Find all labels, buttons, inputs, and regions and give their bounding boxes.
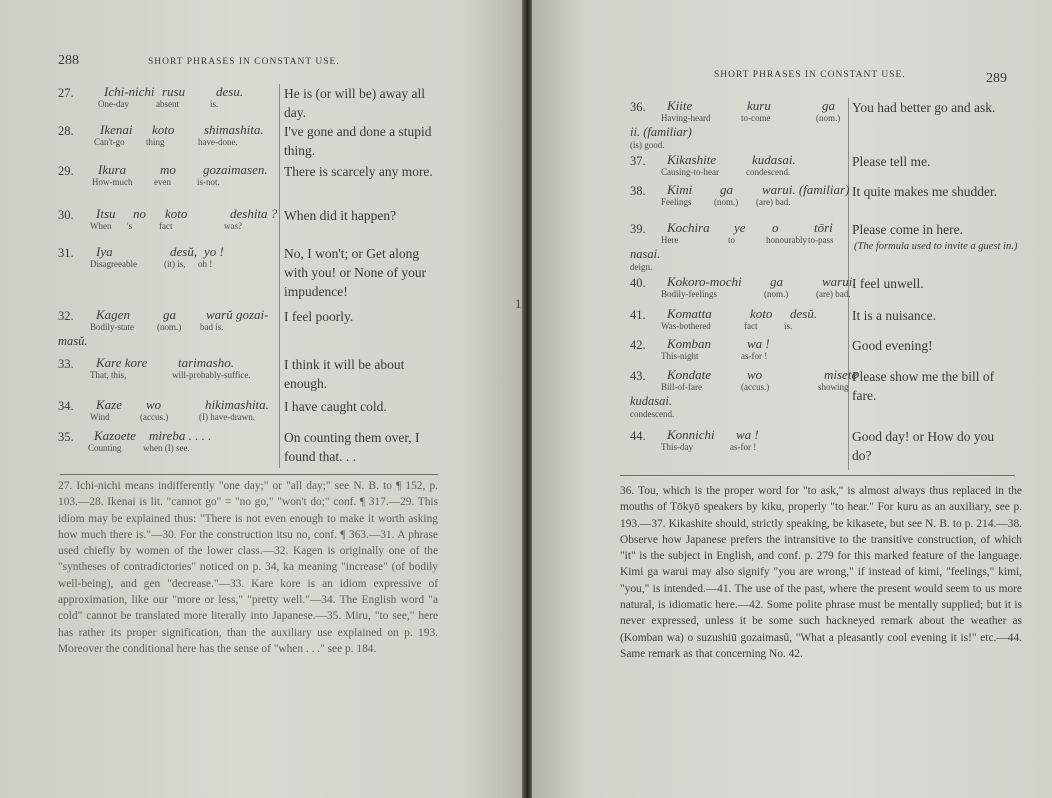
word-gloss: Having-heard (661, 113, 711, 123)
word-gloss: When (90, 221, 112, 231)
entry-number: 41. (630, 308, 646, 322)
word-gloss: Counting (88, 443, 122, 453)
word-gloss: This-day (661, 442, 693, 452)
english-translation: There is scarcely any more. (284, 164, 433, 179)
word-gloss: (accus.) (741, 382, 770, 392)
japanese-word: warui. (familiar) (762, 182, 850, 197)
word-gloss: (are) bad. (816, 289, 851, 299)
phrase-entry (0, 122, 432, 158)
japanese-word: Kazoete (94, 428, 136, 443)
word-gloss: was? (224, 221, 242, 231)
gutter-mark: 1 (515, 296, 522, 311)
japanese-word: Kondate (667, 367, 712, 382)
japanese-word: kuru (747, 98, 771, 113)
english-translation: Please come in here. (852, 222, 963, 237)
footnote-rule (620, 475, 1015, 476)
word-gloss: absent (156, 99, 179, 109)
japanese-word: kudasai. (752, 152, 796, 167)
japanese-word: desu. (216, 84, 244, 99)
word-gloss: honourably (766, 235, 807, 245)
japanese-word: Kiite (667, 98, 693, 113)
word-gloss: to (728, 235, 736, 245)
phrase-entry (0, 244, 427, 299)
translation-note: (The formula used to invite a guest in.) (854, 241, 1018, 252)
japanese-word: no (133, 206, 146, 221)
japanese-word: shimashita. (204, 122, 264, 137)
gloss-continuation: condescend. (630, 409, 675, 419)
japanese-word: ga (770, 274, 783, 289)
left-page (0, 0, 524, 798)
japanese-word: deshita ? (230, 206, 278, 221)
japanese-word: wa ! (736, 427, 759, 442)
english-translation: I have caught cold. (284, 399, 387, 414)
japanese-word: ye (734, 220, 746, 235)
word-gloss: to-come (741, 113, 771, 123)
japanese-word: mo (160, 162, 176, 177)
phrase-entry (532, 274, 924, 299)
word-gloss: will-probably-suffice. (172, 370, 251, 380)
japanese-word: tarimasho. (178, 355, 234, 370)
word-gloss: Feelings (661, 197, 692, 207)
word-gloss: (nom.) (816, 113, 841, 123)
english-translation: It is a nuisance. (852, 308, 936, 323)
phrase-entry (532, 220, 1018, 272)
japanese-word: koto (165, 206, 188, 221)
japanese-word: ga (822, 98, 835, 113)
japanese-word: ga (720, 182, 733, 197)
japanese-word: Kagen (96, 307, 130, 322)
japanese-word: Itsu (96, 206, 116, 221)
word-gloss: have-done. (198, 137, 238, 147)
word-gloss: Disagreeable (90, 259, 137, 269)
japanese-word: rusu (162, 84, 186, 99)
phrase-entry (0, 307, 354, 348)
word-gloss: One-day (98, 99, 129, 109)
entry-number: 31. (58, 246, 74, 260)
japanese-continuation: nasai. (630, 247, 661, 261)
japanese-word: mireba . . . . (149, 428, 212, 443)
japanese-continuation: masŭ. (58, 334, 88, 348)
japanese-word: tōri (814, 220, 833, 235)
english-translation: Please tell me. (852, 154, 931, 169)
english-translation: Good evening! (852, 338, 933, 353)
english-translation: I've gone and done a stupid thing. (284, 124, 432, 158)
entry-number: 38. (630, 184, 646, 198)
english-translation: Good day! or How do you do? (852, 429, 995, 463)
word-gloss: bad is. (200, 322, 224, 332)
word-gloss: 's (127, 221, 133, 231)
japanese-word: Kimi (667, 182, 693, 197)
entry-number: 27. (58, 86, 74, 100)
japanese-word: misete (824, 367, 858, 382)
footnote: 27. Ichi-nichi means indifferently "one day;" or "all day;" see N. B. to ¶ 152, p. 103.—28. Ikenai is lit. "cannot go" = "no go," "won't do;" conf. ¶ 317.—29. This idiom may be explained thus: "There is not even enough to make it worth asking how much there is."—30. For the construction itsu no, conf. ¶ 363.—31. A phrase used chiefly by women of the lower class.—32. Kagen is originally one of the "syntheses of contradictories" noticed on p. 34, ka meaning "increase" (of bodily well-being), and gen "decrease."—33. Kare kore is an idiom expressive of approximation, like our "more or less," "pretty well."—34. The English word "a cold" cannot be translated more literally into Japanese.—35. Miru, "to see," here has rather its proper signification, than the auxiliary use explained on p. 193. Moreover the conditional here has the sense of "when . . ." see p. 184. (58, 480, 438, 655)
japanese-word: warui. (822, 274, 856, 289)
entry-number: 29. (58, 164, 74, 178)
japanese-continuation: ii. (familiar) (630, 125, 692, 139)
column-divider (279, 84, 280, 468)
gloss-continuation: (is) good. (630, 140, 665, 150)
japanese-word: hikimashita. (205, 397, 269, 412)
word-gloss: (nom.) (714, 197, 739, 207)
phrase-entry (532, 427, 995, 463)
japanese-word: Ichi-nichi (104, 84, 155, 99)
word-gloss: Bodily-feelings (661, 289, 717, 299)
entry-number: 30. (58, 208, 74, 222)
entry-number: 40. (630, 276, 646, 290)
japanese-word: koto (152, 122, 175, 137)
word-gloss: (it) is, (164, 259, 186, 269)
word-gloss: is. (210, 99, 219, 109)
word-gloss: oh ! (198, 259, 213, 269)
phrase-entry (0, 428, 420, 464)
japanese-word: Kochira (667, 220, 710, 235)
entry-number: 34. (58, 399, 74, 413)
japanese-word: ga (163, 307, 176, 322)
entry-number: 28. (58, 124, 74, 138)
word-gloss: Can't-go (94, 137, 125, 147)
entry-number: 37. (630, 154, 646, 168)
word-gloss: as-for ! (741, 351, 768, 361)
phrase-entry (0, 355, 405, 391)
word-gloss: Causing-to-hear (661, 167, 719, 177)
english-translation: You had better go and ask. (852, 100, 996, 115)
japanese-word: Komban (667, 336, 712, 351)
english-translation: It quite makes me shudder. (852, 184, 998, 199)
word-gloss: Was-bothered (661, 321, 711, 331)
word-gloss: Bill-of-fare (661, 382, 702, 392)
footnote: 36. Tou, which is the proper word for "to ask," is almost always thus replaced in the mouths of Tōkyō speakers by kiku, properly "to hear." For kuru as an auxiliary, see p. 193.—37. Kikashite should, strictly speaking, be kikasete, but see N. B. to p. 214.—38. Observe how Japanese prefers the intransitive to the transitive construction, of which "it" is the subject in English, and conf. p. 279 for this marked feature of the language. Kimi ga warui may also signify "you are wrong," if instead of kimi, "feelings," kimi, "you," is intended.—41. The use of the past, where the present would seem to us more natural, is idiomatic here.—42. Some polite phrase must be mentally supplied; but it is never expressed, unless it be some such hackneyed remark about the weather as (Komban wa) o suzushiū gozaimasŭ, "What a pleasantly cool evening it is!" etc.—44. Same remark as that concerning No. 42. (620, 485, 1022, 660)
english-translation: Please show me the bill of fare. (852, 369, 995, 403)
japanese-word: Iya (96, 244, 113, 259)
english-translation: When did it happen? (284, 208, 397, 223)
phrase-entry (532, 306, 936, 331)
phrase-entry (532, 336, 933, 361)
phrase-entry (532, 367, 995, 419)
word-gloss: (nom.) (157, 322, 182, 332)
word-gloss: is-not. (197, 177, 220, 187)
word-gloss: condescend. (746, 167, 791, 177)
japanese-word: Kokoro-mochi (667, 274, 742, 289)
japanese-word: desŭ. (790, 306, 818, 321)
phrase-entry (0, 397, 387, 422)
word-gloss: thing (146, 137, 165, 147)
phrase-entry (0, 84, 425, 120)
word-gloss: fact (744, 321, 758, 331)
right-page (532, 0, 1052, 798)
entry-number: 36. (630, 100, 646, 114)
word-gloss: Wind (90, 412, 110, 422)
japanese-word: Ikura (98, 162, 127, 177)
word-gloss: This-night (661, 351, 699, 361)
word-gloss: when (I) see. (143, 443, 190, 453)
word-gloss: fact (159, 221, 173, 231)
entry-number: 44. (630, 429, 646, 443)
footnote-rule (60, 474, 438, 475)
word-gloss: to-pass (808, 235, 834, 245)
word-gloss: (nom.) (764, 289, 789, 299)
japanese-word: desŭ, (170, 244, 198, 259)
phrase-entry (532, 182, 998, 207)
word-gloss: Bodily-state (90, 322, 134, 332)
phrase-entry (532, 152, 931, 177)
japanese-word: yo ! (204, 244, 224, 259)
japanese-word: wo (146, 397, 162, 412)
word-gloss: as-for ! (730, 442, 757, 452)
english-translation: I feel poorly. (284, 309, 354, 324)
japanese-word: Ikenai (100, 122, 133, 137)
word-gloss: is. (784, 321, 793, 331)
japanese-word: Kaze (96, 397, 122, 412)
entry-number: 32. (58, 309, 74, 323)
phrase-entry (532, 98, 996, 150)
japanese-word: Komatta (667, 306, 712, 321)
japanese-word: o (772, 220, 779, 235)
running-head: SHORT PHRASES IN CONSTANT USE. (714, 70, 906, 80)
running-head: SHORT PHRASES IN CONSTANT USE. (148, 57, 340, 67)
page-number: 288 (58, 53, 79, 68)
word-gloss: That, this, (90, 370, 127, 380)
japanese-word: wo (747, 367, 763, 382)
japanese-word: gozaimasen. (203, 162, 268, 177)
japanese-word: Kare kore (96, 355, 148, 370)
word-gloss: even (154, 177, 171, 187)
japanese-word: Kikashite (667, 152, 717, 167)
phrase-entry (0, 162, 433, 187)
page-number: 289 (986, 71, 1007, 86)
english-translation: He is (or will be) away all day. (284, 86, 425, 120)
gloss-continuation: deign. (630, 262, 653, 272)
english-translation: I think it will be about enough. (284, 357, 405, 391)
japanese-continuation: kudasai. (630, 394, 673, 408)
entry-number: 39. (630, 222, 646, 236)
entry-number: 33. (58, 357, 74, 371)
english-translation: No, I won't; or Get along with you! or None of your impudence! (284, 246, 427, 299)
english-translation: On counting them over, I found that. . . (284, 430, 420, 464)
entry-number: 43. (630, 369, 646, 383)
word-gloss: (are) bad. (756, 197, 791, 207)
english-translation: I feel unwell. (852, 276, 924, 291)
japanese-word: warŭ gozai- (206, 307, 269, 322)
japanese-word: Konnichi (667, 427, 715, 442)
entry-number: 42. (630, 338, 646, 352)
word-gloss: How-much (92, 177, 133, 187)
word-gloss: showing (818, 382, 849, 392)
word-gloss: Here (661, 235, 679, 245)
japanese-word: wa ! (747, 336, 770, 351)
word-gloss: (accus.) (140, 412, 169, 422)
japanese-word: koto (750, 306, 773, 321)
word-gloss: (I) have-drawn. (199, 412, 255, 422)
entry-number: 35. (58, 430, 74, 444)
phrase-entry (0, 206, 397, 231)
